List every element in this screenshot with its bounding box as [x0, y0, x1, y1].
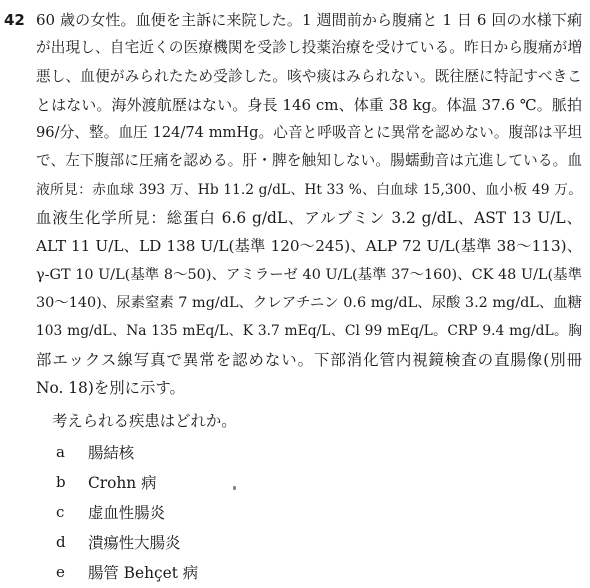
stem-line: が出現し、自宅近くの医療機関を受診し投薬治療を受けている。昨日から腹痛が増 — [36, 39, 582, 57]
stem-line: 96/分、整。血圧 124/74 mmHg。心音と呼吸音とに異常を認めない。腹部は平坦 — [36, 124, 582, 142]
option-letter: e — [56, 563, 65, 581]
stem-line: で、左下腹部に圧痛を認める。肝・脾を触知しない。腸蠕動音は亢進している。血 — [36, 152, 582, 170]
option-text: Crohn 病 — [88, 474, 157, 492]
stem-line: 悪し、血便がみられたため受診した。咳や痰はみられない。既往歴に特記すべきこ — [36, 67, 582, 85]
stem-line: 60 歳の女性。血便を主訴に来院した。1 週間前から腹痛と 1 日 6 回の水様下痢 — [36, 11, 582, 29]
answer-option-e[interactable] — [56, 557, 456, 587]
stem-line: No. 18)を別に示す。 — [36, 378, 185, 397]
stem-line: とはない。海外渡航歴はない。身長 146 cm、体重 38 kg。体温 37.6 ℃。脈拍 — [36, 95, 582, 114]
option-letter: d — [56, 533, 66, 551]
option-text: 腸結核 — [88, 444, 135, 462]
question-prompt: 考えられる疾患はどれか。 — [52, 412, 237, 430]
option-letter: b — [56, 473, 66, 491]
answer-option-c[interactable] — [56, 497, 456, 527]
question-number: 42 — [4, 11, 25, 29]
answer-option-d[interactable] — [56, 527, 456, 557]
answer-options — [56, 437, 456, 587]
answer-option-b[interactable] — [56, 467, 456, 497]
question-stem — [36, 6, 582, 402]
option-text: 虚血性腸炎 — [88, 504, 165, 522]
option-letter: a — [56, 443, 65, 461]
print-speck — [233, 486, 236, 490]
stem-line: 液所見：赤血球 393 万、Hb 11.2 g/dL、Ht 33 %、白血球 15,300、血小板 49 万。 — [36, 181, 582, 198]
option-text: 腸管 Behçet 病 — [88, 564, 199, 582]
stem-line: 血液生化学所見：総蛋白 6.6 g/dL、アルブミン 3.2 g/dL、AST 13 U/L、 — [36, 209, 582, 228]
stem-line: 103 mg/dL、Na 135 mEq/L、K 3.7 mEq/L、Cl 99 mEq/L。CRP 9.4 mg/dL。胸 — [36, 323, 582, 340]
stem-line: 30〜140)、尿素窒素 7 mg/dL、クレアチニン 0.6 mg/dL、尿酸 3.2 mg/dL、血糖 — [36, 294, 582, 311]
answer-option-a[interactable] — [56, 437, 456, 467]
option-letter: c — [56, 503, 65, 521]
stem-line: 部エックス線写真で異常を認めない。下部消化管内視鏡検査の直腸像(別冊 — [36, 350, 582, 369]
stem-line: γ-GT 10 U/L(基準 8〜50)、アミラーゼ 40 U/L(基準 37〜160)、CK 48 U/L(基準 — [36, 266, 582, 283]
option-text: 潰瘍性大腸炎 — [88, 534, 181, 552]
stem-line: ALT 11 U/L、LD 138 U/L(基準 120〜245)、ALP 72 U/L(基準 38〜113)、 — [36, 237, 582, 256]
